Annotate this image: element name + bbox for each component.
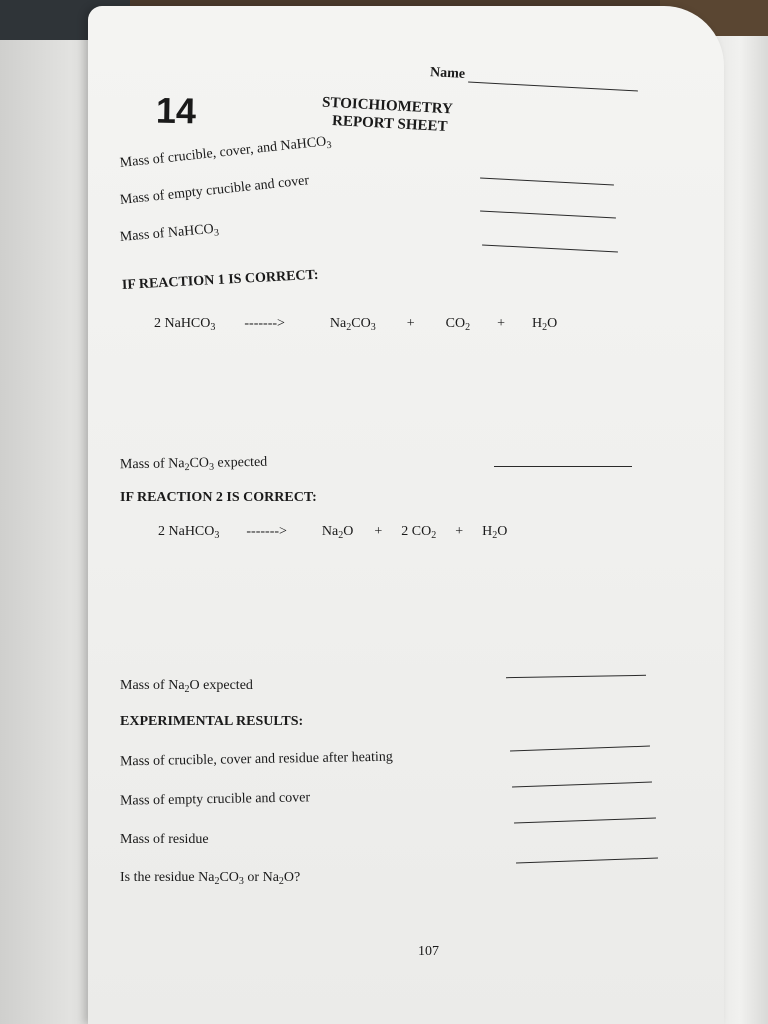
reaction2-heading: IF REACTION 2 IS CORRECT:	[120, 490, 317, 505]
reaction2-product-h2o: $H_2O$	[482, 524, 508, 541]
reaction1-product-co2: $CO_2$	[445, 316, 471, 333]
residue-identity-question: Is the residue $Na_2CO_3$ or $Na_2O$?	[120, 870, 301, 887]
reaction2-product-na2o: $Na_2O$	[321, 524, 354, 541]
page-number: 107	[418, 944, 439, 959]
name-label: Name	[429, 65, 466, 82]
reaction2-equation	[158, 524, 507, 541]
mass-crucible-cover-nahco3-line[interactable]	[480, 177, 614, 185]
mass-nahco3-label: Mass of NaHCO$_3$	[119, 221, 220, 245]
reaction1-equation	[154, 316, 557, 333]
report-sheet-page	[88, 6, 724, 1024]
mass-na2co3-expected-label: Mass of $Na_2CO_3$ expected	[119, 454, 268, 474]
experimental-results-heading: EXPERIMENTAL RESULTS:	[120, 714, 304, 729]
mass-of-residue-label: Mass of residue	[120, 832, 209, 847]
mass-nahco3-line[interactable]	[482, 244, 618, 252]
mass-empty-crucible-label: Mass of empty crucible and cover	[119, 173, 310, 208]
reaction2-product-co2: 2 $CO_2$	[401, 524, 437, 541]
reaction2-arrow: ------->	[246, 524, 287, 539]
mass-na2o-expected-line[interactable]	[506, 675, 646, 678]
mass-empty-crucible-results-line[interactable]	[512, 782, 652, 788]
mass-crucible-cover-nahco3-label: Mass of crucible, cover, and NaHCO$_3$	[119, 134, 333, 171]
reaction2-plus: +	[374, 524, 383, 539]
chapter-number: 14	[155, 89, 197, 132]
mass-na2co3-expected-line[interactable]	[494, 466, 632, 467]
reaction2-plus-2: +	[455, 524, 464, 539]
mass-of-residue-line[interactable]	[514, 818, 656, 824]
mass-na2o-expected-label: Mass of $Na_2O$ expected	[120, 678, 253, 695]
mass-residue-after-heating-label: Mass of crucible, cover and residue after heating	[119, 749, 393, 770]
left-page	[0, 40, 100, 1024]
page-title: STOICHIOMETRY	[321, 94, 454, 118]
name-input-line[interactable]	[468, 82, 638, 92]
reaction1-plus: +	[406, 316, 415, 331]
reaction1-product-na2co3: $Na_2CO_3$	[329, 316, 376, 333]
reaction1-plus-2: +	[497, 316, 505, 331]
mass-empty-crucible-results-label: Mass of empty crucible and cover	[119, 790, 311, 809]
reaction1-product-h2o: $H_2O$	[531, 316, 558, 333]
mass-residue-after-heating-line[interactable]	[510, 746, 650, 752]
reaction2-reactant: 2 NaHCO$_3$	[158, 524, 220, 541]
reaction1-reactant: 2 NaHCO$_3$	[154, 316, 216, 333]
reaction1-heading: IF REACTION 1 IS CORRECT:	[121, 267, 319, 293]
residue-identity-line[interactable]	[516, 858, 658, 864]
reaction1-arrow: ------->	[244, 316, 285, 331]
page-subtitle: REPORT SHEET	[331, 112, 448, 136]
mass-empty-crucible-line[interactable]	[480, 210, 616, 218]
